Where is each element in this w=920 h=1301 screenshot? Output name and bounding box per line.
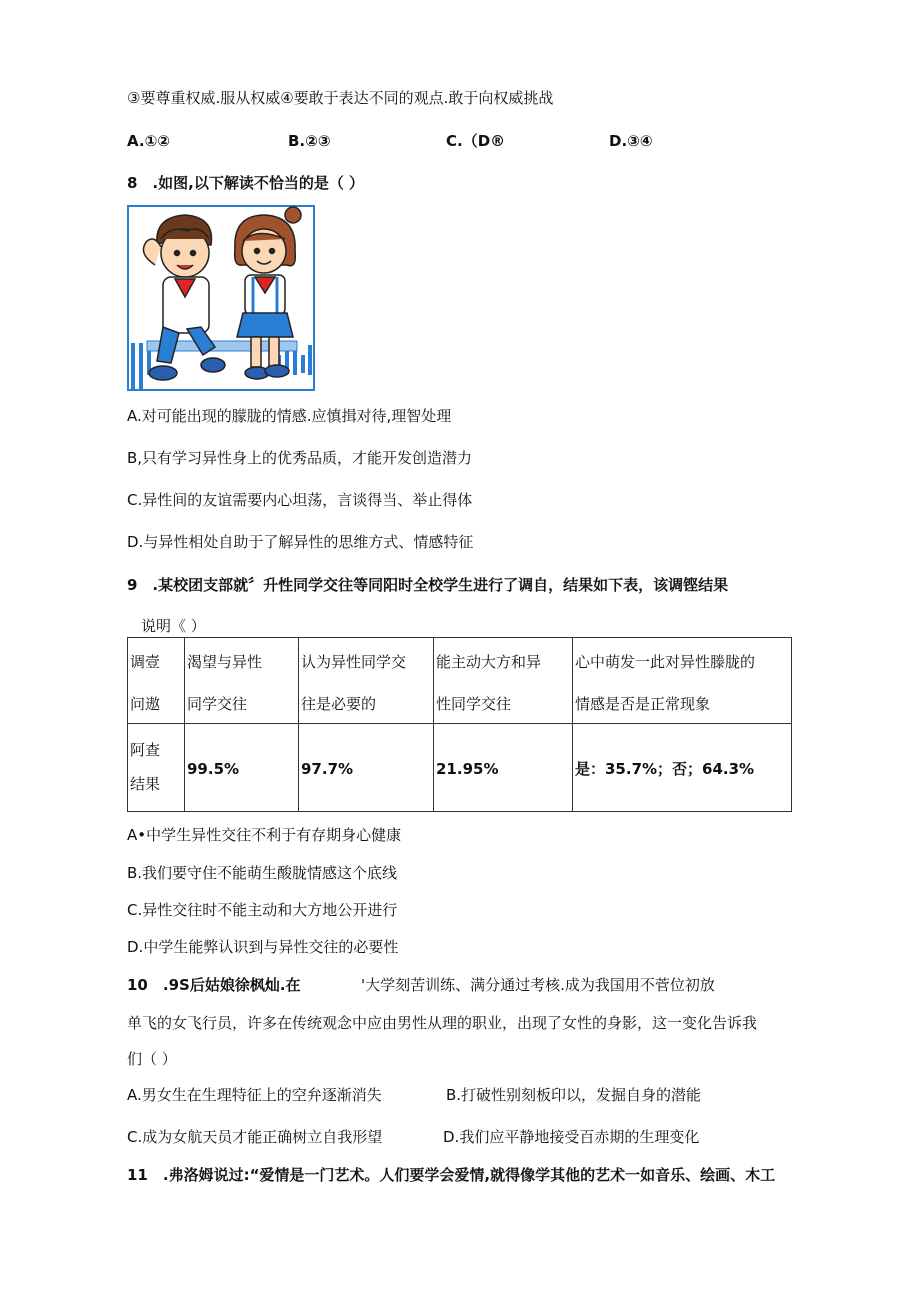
survey-result-cell: 99.5% [185,724,299,812]
survey-question-cell: 渴望与异性 同学交往 [185,638,299,724]
boy-girl-illustration [127,205,315,391]
q9-option-a: A•中学生异性交往不利于有存期身心健康 [127,826,402,844]
survey-table [127,637,792,812]
survey-row-question [128,638,792,724]
q10-option-b: B.打破性别刻板印以，发掘自身的潜能 [446,1086,702,1104]
q7-option-c: C.（D® [446,132,506,150]
q7-option-a: A.①② [127,132,170,150]
q10-stem-part1: 10 .9S后姑娘徐枫灿.在 [127,976,301,994]
survey-result-cell: 是：35.7%；否；64.3% [573,724,792,812]
q10-option-c: C.成为女航天员才能正确树立自我形望 [127,1128,383,1146]
survey-row-label-question: 调壹 问遨 [128,638,185,724]
q9-option-d: D.中学生能弊认识到与异性交往的必要性 [127,938,399,956]
q10-option-d: D.我们应平静地接受百赤期的生理变化 [443,1128,700,1146]
survey-result-cell: 97.7% [299,724,434,812]
q8-option-a: A.对可能出现的朦胧的情感.应慎揖对待,理智处理 [127,407,452,425]
survey-result-cell: 21.95% [434,724,573,812]
q7-statement-line: ③要尊重权威.服从权威④要敢于表达不同的观点.敢于向权威挑战 [127,89,554,107]
q10-option-a: A.男女生在生理特征上的空弁逐渐消失 [127,1086,382,1104]
q11-stem: 11 .弗洛姆说过:“爱情是一门艺术。人们要学会爱情,就得像学其他的艺术一如音乐、绘画、木工 [127,1166,776,1184]
q8-stem: 8 .如图,以下解读不恰当的是（ ） [127,174,365,192]
q10-stem-line3: 们（ ） [127,1050,177,1068]
survey-question-cell: 认为异性同学交 往是必要的 [299,638,434,724]
survey-row-result [128,724,792,812]
q7-option-b: B.②③ [288,132,331,150]
survey-question-cell: 心中萌发一此对异性滕胧的 情感是否是正常现象 [573,638,792,724]
q7-option-d: D.③④ [609,132,653,150]
q8-option-c: C.异性间的友谊需要内心坦荡，言谈得当、举止得体 [127,491,473,509]
q9-option-b: B.我们要守住不能萌生酸胧情感这个底线 [127,864,398,882]
q8-option-d: D.与异性相处自助于了解异性的思维方式、情感特征 [127,533,474,551]
survey-row-label-result: 阿查 结果 [128,724,185,812]
q9-stem-line2: 说明《 ） [141,617,206,635]
q9-option-c: C.异性交往时不能主动和大方地公开进行 [127,901,398,919]
q10-stem-line2: 单飞的女飞行员，许多在传统观念中应由男性从理的职业，出现了女性的身影，这一变化告诉我 [127,1014,758,1032]
q8-option-b: B,只有学习异性身上的优秀品质，才能开发创造潜力 [127,449,473,467]
q10-stem-part2: '大学刻苦训练、满分通过考核.成为我国用不菅位初放 [361,976,715,994]
q9-stem-line1: 9 .某校团支部就〞升性同学交往等同阳时全校学生进行了调自，结果如下表，该调铿结果 [127,576,729,594]
survey-question-cell: 能主动大方和异 性同学交往 [434,638,573,724]
